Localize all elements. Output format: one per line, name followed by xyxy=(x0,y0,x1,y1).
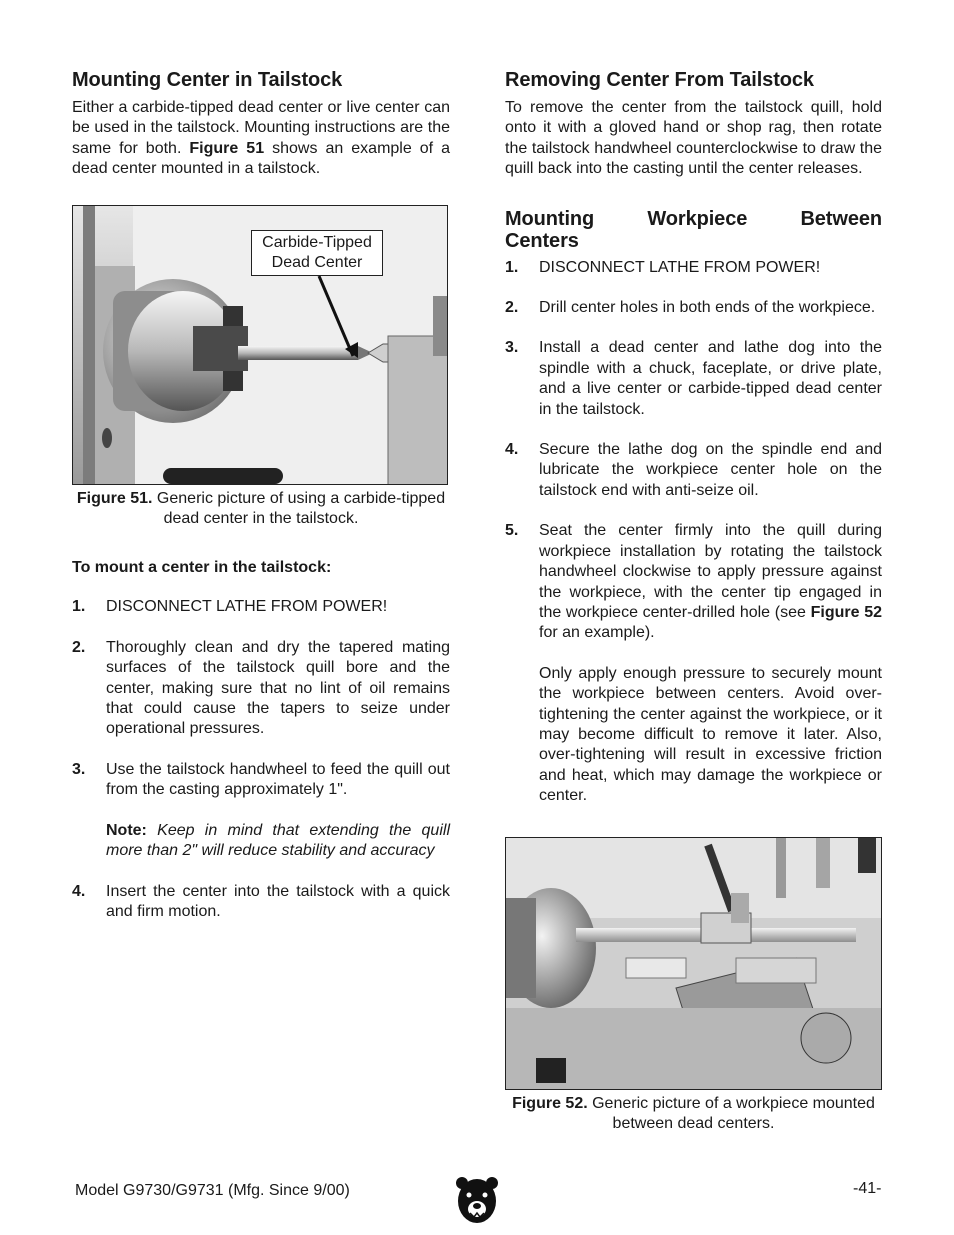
list-item: 4. Secure the lathe dog on the spindle end and lubricate the workpiece center hole on the tailstock end with anti-seize oil. xyxy=(505,441,882,499)
list-item: 1. DISCONNECT LATHE FROM POWER! xyxy=(505,258,821,276)
list-item: 2. Drill center holes in both ends of the workpiece. xyxy=(505,299,876,317)
figure-ref: Figure 52 xyxy=(810,603,882,621)
heading-mounting-workpiece-2: Centers xyxy=(505,229,579,252)
list-item: 2. Thoroughly clean and dry the tapered mating surfaces of the tailstock quill bore and the center, making sure that no lint of oil remains that could cause the tapers to seize under operational pressures. xyxy=(72,638,450,738)
right-column xyxy=(505,68,882,1134)
heading-mounting-center: Mounting Center in Tailstock xyxy=(72,69,343,91)
figure-52-photo xyxy=(506,838,881,1089)
figure-ref: Figure 51 xyxy=(189,139,265,157)
grizzly-bear-logo-icon xyxy=(456,1175,498,1225)
heading-mounting-workpiece: Mounting Workpiece Between xyxy=(505,207,882,230)
list-item: 1. DISCONNECT LATHE FROM POWER! xyxy=(72,598,388,616)
intro-paragraph: Either a carbide-tipped dead center or live center can be used in the tailstock. Mounting instructions are the same for both. Figure 51 shows an example of a dead center mounted in a tailstock. xyxy=(72,99,451,178)
footer-model: Model G9730/G9731 (Mfg. Since 9/00) xyxy=(75,1182,350,1199)
steps-title: To mount a center in the tailstock: xyxy=(72,559,332,577)
figure-52 xyxy=(505,837,882,1090)
callout-label: Carbide-Tipped Dead Center xyxy=(251,230,383,276)
list-item: 3. Install a dead center and lathe dog into the spindle with a chuck, faceplate, or drive plate, and a live center or carbide-tipped dead center in the tailstock. xyxy=(505,339,882,418)
list-item: 3. Use the tailstock handwheel to feed the quill out from the casting approximately 1". xyxy=(72,760,450,799)
page-number: -41- xyxy=(853,1180,882,1197)
figure-52-caption: Figure 52. Generic picture of a workpiece mounted between dead centers. xyxy=(512,1094,875,1132)
step-5-detail: Only apply enough pressure to securely mount the workpiece between centers. Avoid over-tightening the center against the workpiece, or it may become difficult to remove it later. Also, over-tightening will result in excessive friction and heat, which may damage the workpiece or center. xyxy=(539,664,882,805)
heading-removing-center: Removing Center From Tailstock xyxy=(505,69,814,91)
list-item: 4. Insert the center into the tailstock with a quick and firm motion. xyxy=(72,882,450,920)
figure-51-caption: Figure 51. Generic picture of using a carbide-tipped dead center in the tailstock. xyxy=(76,489,446,528)
figure-51 xyxy=(72,205,448,485)
left-column xyxy=(72,68,450,922)
removing-paragraph: To remove the center from the tailstock quill, hold onto it with a gloved hand or shop rag, then rotate the tailstock handwheel counterclockwise to draw the quill back into the casting until the center releases. xyxy=(505,99,882,178)
list-item: 5. Seat the center firmly into the quill during workpiece installation by rotating the tailstock handwheel clockwise to apply pressure against the workpiece, with the center tip engaged in the workpiece center-drilled hole (see Figure 52 for an example). xyxy=(505,522,882,642)
note: Note: Keep in mind that extending the quill more than 2" will reduce stability and accuracy xyxy=(106,821,450,860)
